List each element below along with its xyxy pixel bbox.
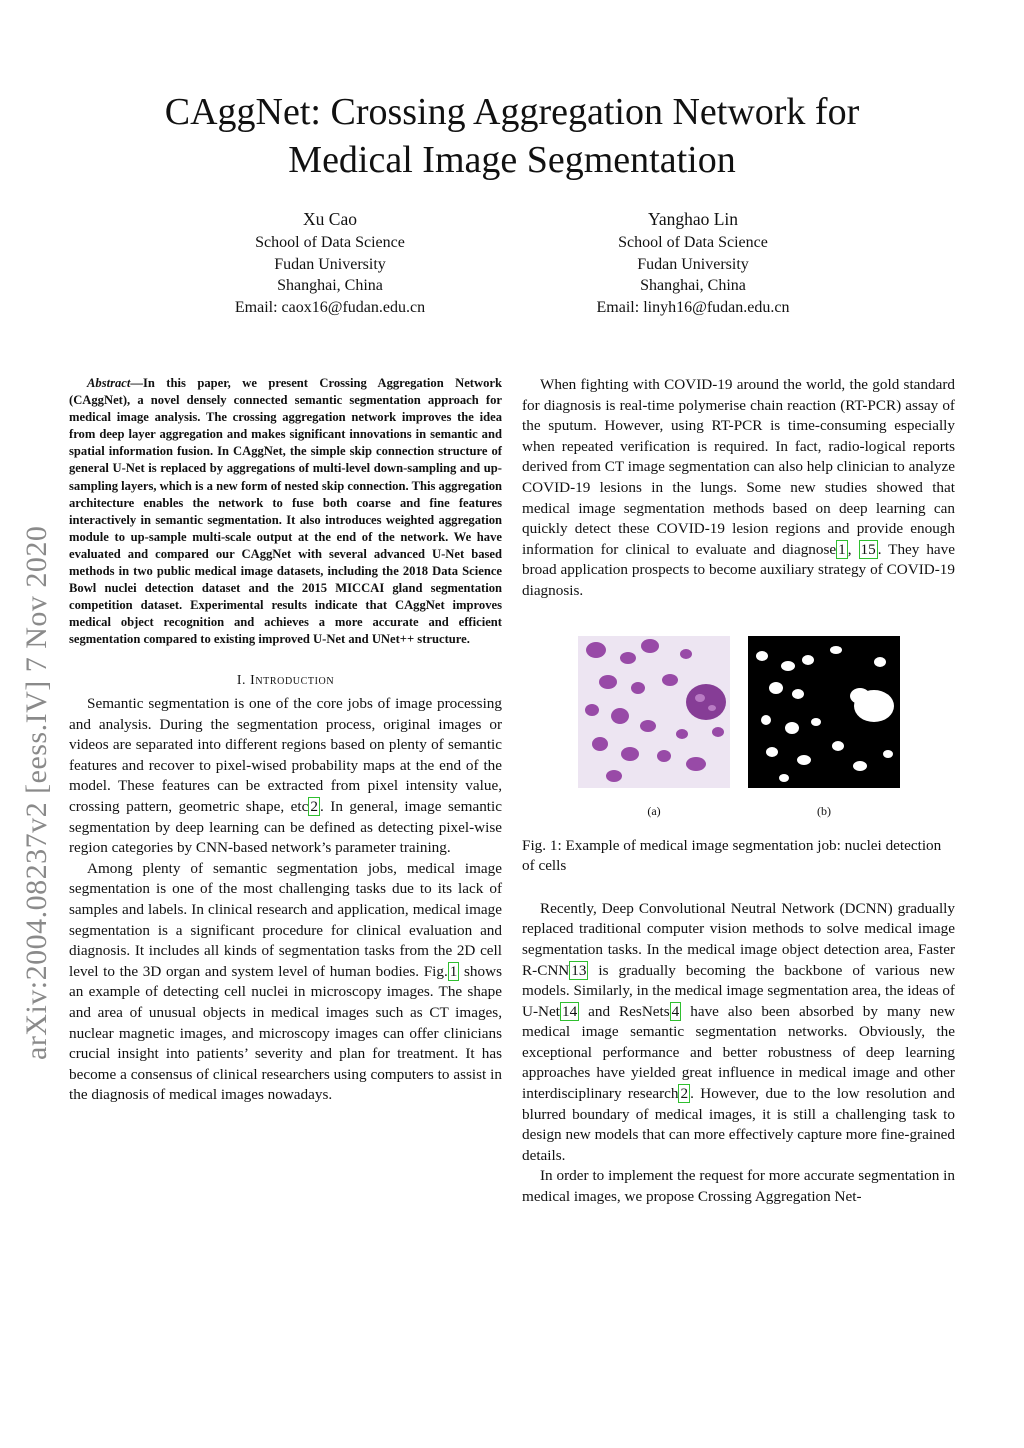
title-line-2: Medical Image Segmentation: [288, 139, 736, 181]
author-email: Email: caox16@fudan.edu.cn: [234, 298, 426, 316]
citation-link[interactable]: 14: [561, 1002, 578, 1020]
section-title: Introduction: [250, 671, 335, 687]
author-univ: Fudan University: [274, 255, 386, 273]
text-run: Recently, Deep Convolutional Neutral Network (DCNN) gradually replaced traditional computer vision methods to solve medical image segmentation tasks. In the medical image object detection area, Faster R-CNN: [522, 899, 955, 979]
author-name: Xu Cao: [303, 209, 357, 229]
subfigure-label-b: (b): [817, 803, 831, 818]
author-block-2: [543, 206, 843, 318]
text-run: When fighting with COVID-19 around the world, the gold standard for diagnosis is real-time polymerise chain reaction (RT-PCR) assay of the sputum. However, using RT-PCR is time-consuming especially when repeated verification is required. In fact, radio-logical reports derived from CT image segmentation can also help clinician to analyze COVID-19 lesions in the lungs. Some new studies showed that medical image segmentation methods based on deep learning can quickly detect these COVID-19 lesion regions and provide enough information for clinical to evaluate and diagnose: [522, 376, 955, 558]
citation-link[interactable]: 15: [860, 540, 876, 558]
text-run: shows an example of detecting cell nuclei in microscopy images. The shape and area of unusual objects in medical images such as CT images, nuclear magnetic images, and microscopy images can offer clinicians crucial insight into patients’ severity and plan for treatment. It has become a consensus of clinical researchers using computers to assist in the diagnosis of medical images nowadays.: [69, 962, 502, 1104]
proposal-paragraph: [522, 1166, 955, 1207]
text-run: . However, due to the low resolution and blurred boundary of medical images, it is still a challenging task to design new models that can more effectively capture more fine-grained details.: [522, 1085, 955, 1164]
citation-link[interactable]: 1: [838, 540, 846, 558]
left-column: [69, 375, 502, 1106]
spacer: [522, 877, 955, 899]
figure-caption: Fig. 1: Example of medical image segmentation job: nuclei detection of cells: [522, 836, 942, 875]
binary-mask: [748, 636, 900, 788]
segmentation-mask-image: [748, 636, 900, 788]
large-cell: [686, 684, 726, 720]
intro-paragraph-1: [69, 694, 502, 859]
author-dept: School of Data Science: [255, 234, 405, 251]
text-run: . They have broad application prospects to become auxiliary strategy of COVID-19 diagnosis.: [522, 540, 955, 599]
section-number: I.: [236, 671, 251, 687]
text-run: In order to implement the request for more accurate segmentation in medical images, we propose Crossing Aggregation Net-: [522, 1167, 955, 1206]
author-name: Yanghao Lin: [647, 209, 739, 229]
right-column: [522, 375, 955, 1208]
abstract-lead: Abstract: [87, 376, 131, 390]
text-run: have also been absorbed by many new medical image semantic segmentation networks. Obviously, the exceptional performance and better robustness of deep learning approaches have yielded great influence in medical image and other interdisciplinary research: [522, 1002, 955, 1103]
author-univ: Fudan University: [637, 255, 749, 273]
citation-link[interactable]: 4: [671, 1002, 680, 1020]
text-run: . In general, image semantic segmentation by deep learning can be defined as detecting pixel-wise region categories by CNN-based network’s parameter training.: [69, 798, 502, 857]
paper-title: [0, 88, 1024, 184]
text-run: ,: [847, 540, 859, 558]
citation-link[interactable]: 2: [680, 1085, 689, 1103]
abstract-text: —In this paper, we present Crossing Aggregation Network (CAggNet), a novel densely connected semantic segmentation approach for medical image analysis. The crossing aggregation network improves the idea from deep layer aggregation and makes significant innovations in semantic and spatial information fusion. In CAggNet, the simple skip connection structure of general U-Net is replaced by aggregations of multi-level down-sampling and up-sampling layers, which is a new form of nested skip connection. This aggregation architecture enables the network to fuse both coarse and fine features interactively in semantic segmentation. It also introduces weighted aggregation module to up-sample multi-scale output at the end of the network. We have evaluated and compared our CAggNet with several advanced U-Net based methods in two public medical image datasets, including the 2018 Data Science Bowl nuclei detection dataset and the 2015 MICCAI gland segmentation competition dataset. Experimental results indicate that CAggNet improves medical object recognition and achieves a more accurate and efficient segmentation compared to existing improved U-Net and UNet++ structure.: [69, 376, 502, 647]
text-run: Among plenty of semantic segmentation jobs, medical image segmentation is one of the most challenging tasks due to its lack of samples and labels. In clinical research and application, medical image segmentation is a significant procedure for clinical evaluation and diagnosis. It includes all kinds of segmentation tasks from the 2D cell level to the 3D organ and system level of human bodies. Fig.: [69, 859, 502, 980]
dcnn-paragraph: [522, 899, 955, 1167]
figure-link[interactable]: 1: [449, 962, 458, 980]
section-heading-introduction: [69, 670, 502, 691]
text-run: is gradually becoming the backbone of various new models. Similarly, in the medical image segmentation area, the ideas of U-Net: [522, 961, 955, 1020]
covid-paragraph: [522, 375, 955, 602]
author-location: Shanghai, China: [640, 277, 746, 294]
figure-1: [522, 636, 955, 836]
abstract: [69, 375, 502, 649]
author-block-1: [180, 206, 480, 318]
cell-nuclei-image: [578, 636, 730, 788]
author-location: Shanghai, China: [277, 277, 383, 294]
microscopy-image: [578, 636, 730, 788]
text-run: and ResNets: [579, 1002, 670, 1020]
arxiv-identifier: arXiv:2004.08237v2 [eess.IV] 7 Nov 2020: [20, 525, 53, 1060]
subfigure-label-a: (a): [647, 803, 661, 818]
author-email: Email: linyh16@fudan.edu.cn: [596, 298, 790, 316]
title-line-1: CAggNet: Crossing Aggregation Network for: [164, 91, 860, 133]
citation-link[interactable]: 13: [571, 961, 587, 979]
citation-link[interactable]: 2: [310, 798, 318, 816]
text-run: Semantic segmentation is one of the core jobs of image processing and analysis. During the segmentation process, original images or videos are separated into different regions based on plenty of semantic features and recover to pixel-wised probability maps at the end of the model. These features can be extracted from pixel intensity value, crossing pattern, geometric shape, etc: [69, 695, 502, 816]
author-dept: School of Data Science: [618, 234, 768, 251]
intro-paragraph-2: [69, 859, 502, 1106]
